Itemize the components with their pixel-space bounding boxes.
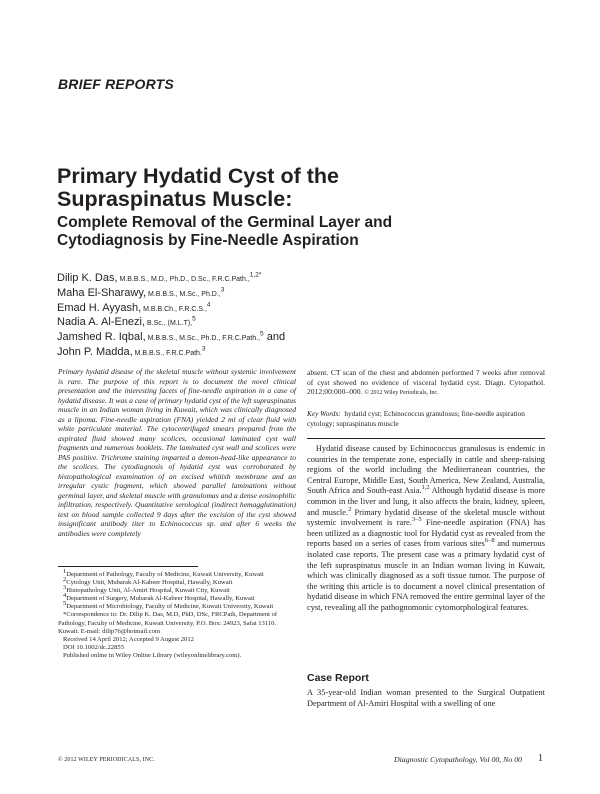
citation-ref[interactable]: 3–5 [411, 516, 422, 524]
case-report-heading: Case Report [307, 672, 369, 684]
doi[interactable]: DOI 10.1002/dc.22855 [63, 643, 124, 651]
published-online[interactable]: Published online in Wiley Online Library (wileyonlinelibrary.com). [63, 651, 242, 659]
author-name: Maha El-Sharawy, [57, 286, 147, 299]
citation-ref[interactable]: 6–8 [484, 537, 495, 545]
author-affiliation-ref[interactable]: 3 [201, 345, 206, 353]
author-affiliation-ref[interactable]: 1,2* [249, 271, 262, 279]
author-name: Emad H. Ayyash, [57, 301, 142, 314]
article-subtitle: Complete Removal of the Germinal Layer and Cytodiagnosis by Fine-Needle Aspiration [57, 214, 393, 249]
affiliation-item: 5Department of Microbiology, Faculty of Medicine, Kuwait University, Kuwait [63, 600, 274, 611]
affiliations-block [58, 567, 296, 660]
footer-journal: Diagnostic Cytopathology, Vol 00, No 00 [394, 755, 522, 764]
author-affiliation-ref[interactable]: 3 [220, 286, 225, 294]
abstract-text: Primary hydatid disease of the skeletal muscle without systemic involvement is rare. The purpose of this report is to document the novel clinical presentation and the interesting facets of fine-needle aspiration in a case of hydatid disease. It was a case of primary hydatid cyst of the left supraspinatus muscle in an Indian woman living in Kuwait, which was clinically diagnosed as a lipoma. Fine-needle aspiration (FNA) yielded 2 ml of clear fluid with white particulate material. The cytocentrifuged smears prepared from the aspirated fluid showed many scolices, occasional laminated cyst wall fragments and numerous hooklets. The laminated cyst wall and scolices were PAS positive. Trichrome staining imparted a demon-head-like appearance to the scolices. The cytodiagnosis of hydatid cyst was corroborated by histopathological examination of an excised whitish membrane and an irregular cystic fragment, which showed parallel laminations without germinal layer, and skeletal muscle with granulomas and a dense eosinophilic infiltration, respectively. Quantitative serological (indirect hemagglutination) test on blood sample collected 9 days after the excision of the cyst showed insignificant antibody titer to Echinococcus sp. and after 6 weeks the antibodies were completely [58, 367, 296, 538]
author-entry [57, 272, 377, 287]
footer-copyright: © 2012 WILEY PERIODICALS, INC. [58, 757, 155, 763]
author-credentials: B.Sc., (M.L.T), [145, 320, 193, 328]
section-label: BRIEF REPORTS [58, 76, 174, 92]
author-name: John P. Madda, [57, 345, 133, 358]
author-credentials: M.B.B.S., M.Sc., Ph.D., F.R.C.Path., [145, 335, 261, 343]
citation-ref[interactable]: 2 [348, 505, 352, 513]
author-affiliation-ref[interactable]: 4 [206, 300, 211, 308]
abstract-copyright: © 2012 Wiley Periodicals, Inc. [364, 390, 439, 396]
page-number: 1 [538, 753, 543, 764]
keywords-label: Key Words: [307, 409, 341, 418]
author-entry [57, 316, 377, 331]
author-entry: Jamshed R. Iqbal, M.B.B.S., M.Sc., Ph.D., F.R.C.Path.,$^5$ and [57, 330, 286, 344]
affiliation-item: 1Department of Pathology, Faculty of Medicine, Kuwait University, Kuwait [63, 567, 264, 578]
case-report-text: A 35-year-old Indian woman presented to the Surgical Outpatient Department of Al-Amiri Hospital with a swelling of one [307, 688, 545, 708]
keywords [307, 409, 545, 428]
abstract-continued: absent. CT scan of the chest and abdomen performed 7 weeks after removal of cyst showed no evidence of visceral hydatid cyst. Diagn. Cytopathol. 2012;00:000–000. © 2012 Wiley Periodicals, Inc. [307, 368, 545, 396]
author-credentials: M.B.B.S., M.D., Ph.D., D.Sc., F.R.C.Path., [117, 276, 250, 283]
article-title: Primary Hydatid Cyst of the Supraspinatus Muscle: [57, 164, 339, 211]
affiliation-divider [58, 566, 198, 567]
citation-ref[interactable]: 1,2 [421, 484, 430, 492]
correspondence[interactable]: *Correspondence to: Dr. Dilip K. Das, M.D, PhD, DSc, FRCPath, Department of Pathology, Faculty of Medicine, Kuwait University, P.O. Box: 24923, Safat 13110. Kuwait. E-mail: dilip76@hotmail.com [58, 611, 278, 635]
author-name: Nadia A. Al-Enezi, [57, 316, 146, 329]
introduction-text: Hydatid disease caused by Echinococcus granulosus is endemic in countries in the temperate zone, especially in cattle and sheep-raising regions of the world including the Mediterranean countries, the Central Europe, Middle East, South America, New Zealand, Australia, South Africa and South-east Asia.$^{1,2}$ Although hydatid disease is more common in the liver and lung, it also affects the brain, kidney, spleen, and muscle.$^2$ Primary hydatid disease of the skeletal muscle without systemic involvement is rare.$^{3-5}$ Fine-needle aspiration (FNA) has been utilized as a diagnostic tool for Hydatid cyst as revealed from the reports based on a series of cases from various sites$^{6-8}$ and numerous isolated case reports. The present case was a primary hydatid cyst of the left supraspinatus muscle in an Indian woman living in Kuwait, which was clinically diagnosed as a soft tissue tumor. The purpose of the writing this article is to document a novel clinical presentation of hydatid disease in which FNA removed the entire germinal layer of the cyst, revealing all the pathognomonic cytomorphological features. [307, 444, 546, 612]
author-entry [57, 302, 377, 317]
author-name: Dilip K. Das, [57, 272, 118, 284]
author-entry [57, 346, 377, 361]
author-affiliation-ref[interactable]: 5 [192, 315, 196, 323]
author-credentials: M.B.B.S., F.R.C.Path. [132, 349, 202, 357]
keywords-divider [307, 438, 545, 439]
author-entry [57, 287, 377, 302]
author-list [57, 272, 377, 361]
author-credentials: M.B.B.S., M.Sc., Ph.D., [146, 290, 221, 298]
keywords-list: hydatid cyst; Echinococcus granulosus; fine-needle aspiration cytology; supraspinatus muscle [307, 409, 525, 428]
author-name: Jamshed R. Iqbal, [57, 331, 146, 344]
affiliation-item: 2Cytology Unit, Mubarak Al-Kabeer Hospital, Hawally, Kuwait [63, 575, 233, 587]
author-affiliation-ref[interactable]: 5 [260, 330, 264, 338]
author-credentials: M.B.B.Ch., F.R.C.S., [141, 305, 207, 313]
affiliation-item: 3Histopathology Unit, Al-Amiri Hospital, Kuwait City, Kuwait [63, 584, 230, 595]
affiliation-item: 4Department of Surgery, Mubarak Al-Kabeer Hospital, Hawally, Kuwait [63, 592, 255, 603]
received-dates: Received 14 April 2012; Accepted 9 August 2012 [63, 635, 194, 643]
